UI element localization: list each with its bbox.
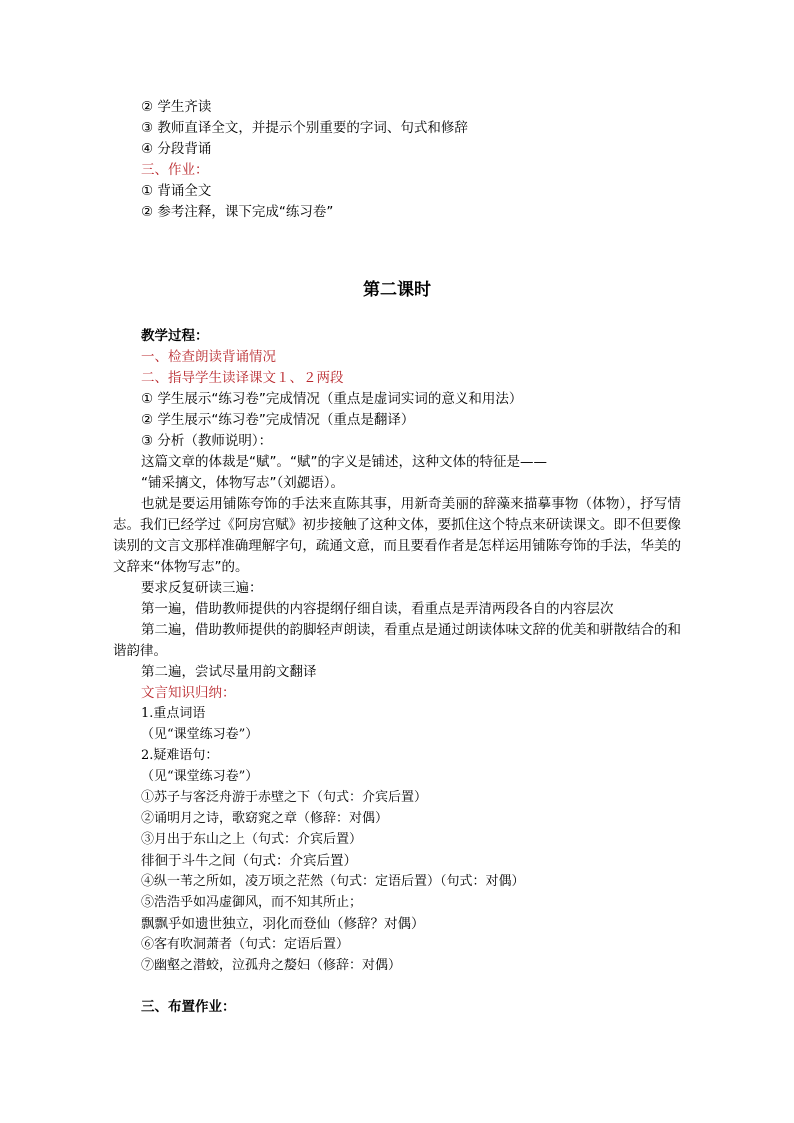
sentence-5: ⑤浩浩乎如冯虚御风，而不知其所止；: [141, 895, 363, 910]
knowledge-difficult-sentences: 2.疑难语句：: [141, 748, 219, 763]
sentence-4: ④纵一苇之所如，凌万顷之茫然（句式：定语后置）（句式：对偶）: [141, 874, 525, 889]
line-recite-sections: ④ 分段背诵: [141, 141, 212, 157]
sentence-2: ②诵明月之诗，歌窈窕之章（修辞：对偶）: [141, 811, 389, 826]
knowledge-see-sheet-1: （见“课堂练习卷”）: [141, 727, 259, 742]
sentence-3: ③月出于东山之上（句式：介宾后置）: [141, 832, 363, 847]
paragraph-third-reading: 第二遍，尝试尽量用韵文翻译: [141, 664, 317, 680]
homework-heading: 三、作业：: [141, 162, 209, 178]
line-teacher-translate: ③ 教师直译全文，并提示个别重要的字词、句式和修辞: [141, 120, 468, 136]
step-check-reading: 一、检查朗读背诵情况: [141, 349, 276, 365]
line-quote: “铺采摛文，体物写志”（刘勰语）。: [141, 475, 344, 491]
assignment-heading: 三、布置作业：: [141, 999, 236, 1015]
knowledge-heading: 文言知识归纳：: [141, 685, 236, 701]
sentence-7: ⑦幽壑之潜蛟，泣孤舟之嫠妇（修辞：对偶）: [141, 958, 402, 973]
sentence-1: ①苏子与客泛舟游于赤壁之下（句式：介宾后置）: [141, 790, 428, 805]
paragraph-second-reading: 第二遍，借助教师提供的韵脚轻声朗读，看重点是通过朗读体味文辞的优美和骈散结合的和谐韵律。: [113, 622, 681, 659]
paragraph-first-reading: 第一遍，借助教师提供的内容提纲仔细自读，看重点是弄清两段各自的内容层次: [141, 601, 614, 617]
step-guide-reading: 二、指导学生读译课文１、２两段: [141, 370, 344, 386]
process-heading: 教学过程：: [141, 328, 209, 344]
line-exercise-sheet: ② 参考注释，课下完成“练习卷”: [141, 204, 334, 220]
line-recite-full: ① 背诵全文: [141, 183, 212, 199]
knowledge-see-sheet-2: （见“课堂练习卷”）: [141, 769, 259, 784]
line-genre: 这篇文章的体裁是“赋”。“赋”的字义是铺述，这种文体的特征是——: [141, 454, 547, 470]
knowledge-key-words: 1.重点词语: [141, 706, 206, 721]
sentence-5b: 飘飘乎如遗世独立，羽化而登仙（修辞？对偶）: [141, 916, 425, 932]
line-students-read: ② 学生齐读: [141, 99, 212, 115]
line-show-exercise-1: ① 学生展示“练习卷”完成情况（重点是虚词实词的意义和用法）: [141, 391, 523, 407]
paragraph-explanation: 也就是要运用铺陈夸饰的手法来直陈其事，用新奇美丽的辞藻来描摹事物（体物），抒写情志。我们已经学过《阿房宫赋》初步接触了这种文体，要抓住这个特点来研读课文。即不但要像读别的文言文那样准确理解字句，疏通文意，而且要看作者是怎样运用铺陈夸饰的手法，华美的文辞来“体物写志”的。: [113, 496, 681, 575]
paragraph-three-readings: 要求反复研读三遍：: [141, 580, 263, 596]
sentence-6: ⑥客有吹洞萧者（句式：定语后置）: [141, 937, 350, 952]
line-analysis: ③ 分析（教师说明）：: [141, 433, 273, 449]
sentence-3b: 徘徊于斗牛之间（句式：介宾后置）: [141, 853, 357, 869]
line-show-exercise-2: ② 学生展示“练习卷”完成情况（重点是翻译）: [141, 412, 415, 428]
lesson-title: 第二课时: [363, 280, 431, 300]
